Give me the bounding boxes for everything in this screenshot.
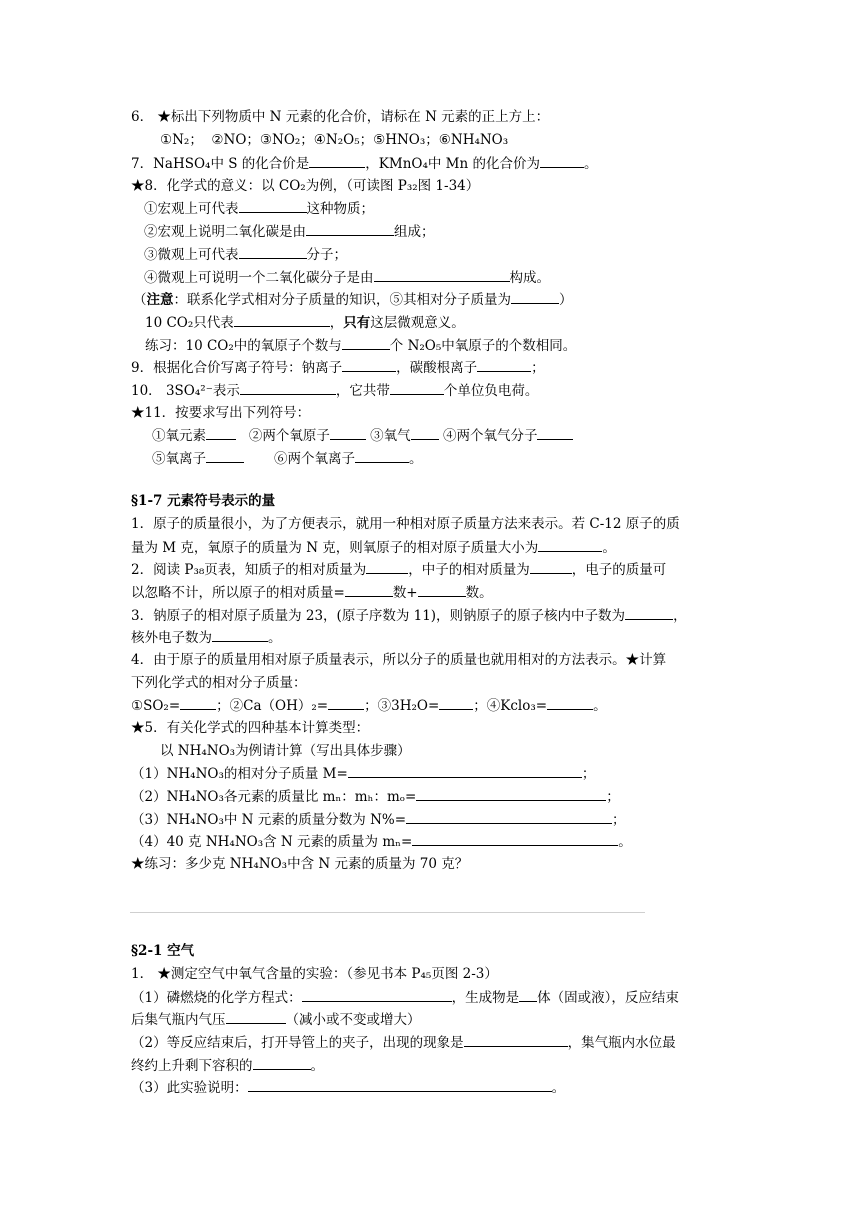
s17-p3a: 3．钠原子的相对原子质量为 23，(原子序数为 11)，则钠原子的原子核内中子数为 ， bbox=[131, 608, 687, 624]
q10-line: 10． 3SO₄²⁻表示 ，它共带 个单位负电荷。 bbox=[131, 383, 539, 399]
q8-ten: 10 CO₂只代表 ，只有这层微观意义。 bbox=[145, 315, 465, 331]
answer-blank[interactable] bbox=[212, 628, 268, 642]
s17-p4a: 4．由于原子的质量用相对原子质量表示，所以分子的质量也就用相对的方法表示。★计算 bbox=[131, 652, 667, 668]
q8-title: ★8．化学式的意义：以 CO₂为例，（可读图 P₃₂图 1-34） bbox=[131, 178, 480, 194]
answer-blank[interactable] bbox=[411, 426, 439, 440]
s21-p1: 1． ★测定空气中氧气含量的实验：（参见书本 P₄₅页图 2-3） bbox=[131, 966, 498, 982]
answer-blank[interactable] bbox=[306, 222, 394, 236]
s17-p5: ★5．有关化学式的四种基本计算类型： bbox=[131, 720, 370, 736]
answer-blank[interactable] bbox=[355, 449, 409, 463]
answer-blank[interactable] bbox=[328, 696, 364, 710]
s21-q1a: （1）磷燃烧的化学方程式： ，生成物是 体（固或液），反应结束 bbox=[131, 990, 679, 1006]
q8-line1: ①宏观上可代表 这种物质； bbox=[144, 201, 374, 217]
q8-line2: ②宏观上说明二氧化碳是由 组成； bbox=[144, 224, 435, 240]
q6-title: 6． ★标出下列物质中 N 元素的化合价，请标在 N 元素的正上方上： bbox=[131, 109, 550, 125]
answer-blank[interactable] bbox=[234, 313, 330, 327]
answer-blank[interactable] bbox=[390, 381, 444, 395]
s17-q3: （3）NH₄NO₃中 N 元素的质量分数为 N%= ； bbox=[131, 812, 626, 828]
section-1-7-heading: §1-7 元素符号表示的量 bbox=[131, 493, 276, 509]
q11-title: ★11．按要求写出下列符号： bbox=[131, 405, 311, 421]
s17-practice: ★练习：多少克 NH₄NO₃中含 N 元素的质量为 70 克？ bbox=[131, 856, 469, 872]
answer-blank[interactable] bbox=[625, 606, 673, 620]
q9-line: 9．根据化合价写离子符号：钠离子 ，碳酸根离子 ； bbox=[131, 360, 545, 376]
answer-blank[interactable] bbox=[226, 1010, 286, 1024]
answer-blank[interactable] bbox=[537, 426, 573, 440]
answer-blank[interactable] bbox=[239, 199, 307, 213]
q8-line3: ③微观上可代表 分子； bbox=[144, 247, 347, 263]
s17-q2: （2）NH₄NO₃各元素的质量比 mₙ：mₕ：mₒ= ； bbox=[131, 789, 620, 805]
answer-blank[interactable] bbox=[538, 538, 602, 552]
answer-blank[interactable] bbox=[206, 426, 236, 440]
s17-p4b: 下列化学式的相对分子质量： bbox=[131, 675, 307, 691]
answer-blank[interactable] bbox=[180, 696, 216, 710]
q11-row1: ①氧元素 ②两个氧原子 ③氧气 ④两个氧气分子 bbox=[152, 426, 573, 445]
answer-blank[interactable] bbox=[464, 1033, 568, 1047]
s17-q4: （4）40 克 NH₄NO₃含 N 元素的质量为 mₙ= 。 bbox=[131, 834, 632, 850]
answer-blank[interactable] bbox=[547, 696, 593, 710]
answer-blank[interactable] bbox=[540, 154, 584, 168]
answer-blank[interactable] bbox=[374, 268, 510, 282]
q8-note: （注意：联系化学式相对分子质量的知识，⑤其相对分子质量为 ） bbox=[133, 292, 573, 308]
answer-blank[interactable] bbox=[416, 787, 606, 801]
answer-blank[interactable] bbox=[477, 358, 531, 372]
answer-blank[interactable] bbox=[253, 1056, 311, 1070]
answer-blank[interactable] bbox=[412, 832, 618, 846]
section-2-1-heading: §2-1 空气 bbox=[131, 943, 195, 959]
answer-blank[interactable] bbox=[342, 358, 396, 372]
answer-blank[interactable] bbox=[348, 764, 582, 778]
answer-blank[interactable] bbox=[239, 245, 307, 259]
answer-blank[interactable] bbox=[345, 583, 393, 597]
s17-p1a: 1．原子的质量很小，为了方便表示，就用一种相对原子质量方法来表示。若 C-12 原子的质 bbox=[131, 516, 680, 532]
s17-p2a: 2．阅读 P₃₈页表，知质子的相对质量为 ，中子的相对质量为 ，电子的质量可 bbox=[131, 562, 667, 578]
q11-row2: ⑤氧离子 ⑥两个氧离子 。 bbox=[152, 451, 423, 467]
answer-blank[interactable] bbox=[240, 381, 336, 395]
answer-blank[interactable] bbox=[406, 810, 612, 824]
s17-p4c: ①SO₂= ；②Ca（OH）₂= ；③3H₂O= ；④Kclo₃= 。 bbox=[131, 698, 607, 714]
answer-blank[interactable] bbox=[511, 290, 559, 304]
s21-q1b: 后集气瓶内气压 （减小或不变或增大） bbox=[131, 1012, 421, 1028]
s17-p5sub: 以 NH₄NO₃为例请计算（写出具体步骤） bbox=[160, 743, 411, 759]
answer-blank[interactable] bbox=[519, 988, 537, 1002]
q7-line: 7．NaHSO₄中 S 的化合价是 ，KMnO₄中 Mn 的化合价为 。 bbox=[131, 156, 598, 172]
s21-q3: （3）此实验说明： 。 bbox=[131, 1080, 566, 1096]
divider bbox=[130, 912, 645, 913]
s17-p2b: 以忽略不计，所以原子的相对质量= 数+ 数。 bbox=[131, 585, 493, 601]
q8-line4: ④微观上可说明一个二氧化碳分子是由 构成。 bbox=[144, 270, 550, 286]
answer-blank[interactable] bbox=[342, 336, 390, 350]
answer-blank[interactable] bbox=[309, 154, 365, 168]
answer-blank[interactable] bbox=[206, 449, 244, 463]
answer-blank[interactable] bbox=[302, 988, 452, 1002]
answer-blank[interactable] bbox=[439, 696, 473, 710]
s17-p1b: 量为 M 克，氧原子的质量为 N 克，则氧原子的相对原子质量大小为 。 bbox=[131, 540, 616, 556]
s17-p3b: 核外电子数为 。 bbox=[131, 630, 282, 646]
s17-q1: （1）NH₄NO₃的相对分子质量 M= ； bbox=[131, 766, 596, 782]
answer-blank[interactable] bbox=[248, 1078, 552, 1092]
answer-blank[interactable] bbox=[366, 560, 408, 574]
s21-q2a: （2）等反应结束后，打开导管上的夹子，出现的现象是 ，集气瓶内水位最 bbox=[131, 1035, 676, 1051]
answer-blank[interactable] bbox=[418, 583, 466, 597]
s21-q2b: 终约上升剩下容积的 。 bbox=[131, 1058, 324, 1074]
answer-blank[interactable] bbox=[330, 426, 366, 440]
answer-blank[interactable] bbox=[530, 560, 572, 574]
q8-practice: 练习：10 CO₂中的氧原子个数与 个 N₂O₅中氧原子的个数相同。 bbox=[145, 338, 577, 354]
q6-items: ①N₂； ②NO；③NO₂；④N₂O₅；⑤HNO₃；⑥NH₄NO₃ bbox=[160, 132, 509, 148]
